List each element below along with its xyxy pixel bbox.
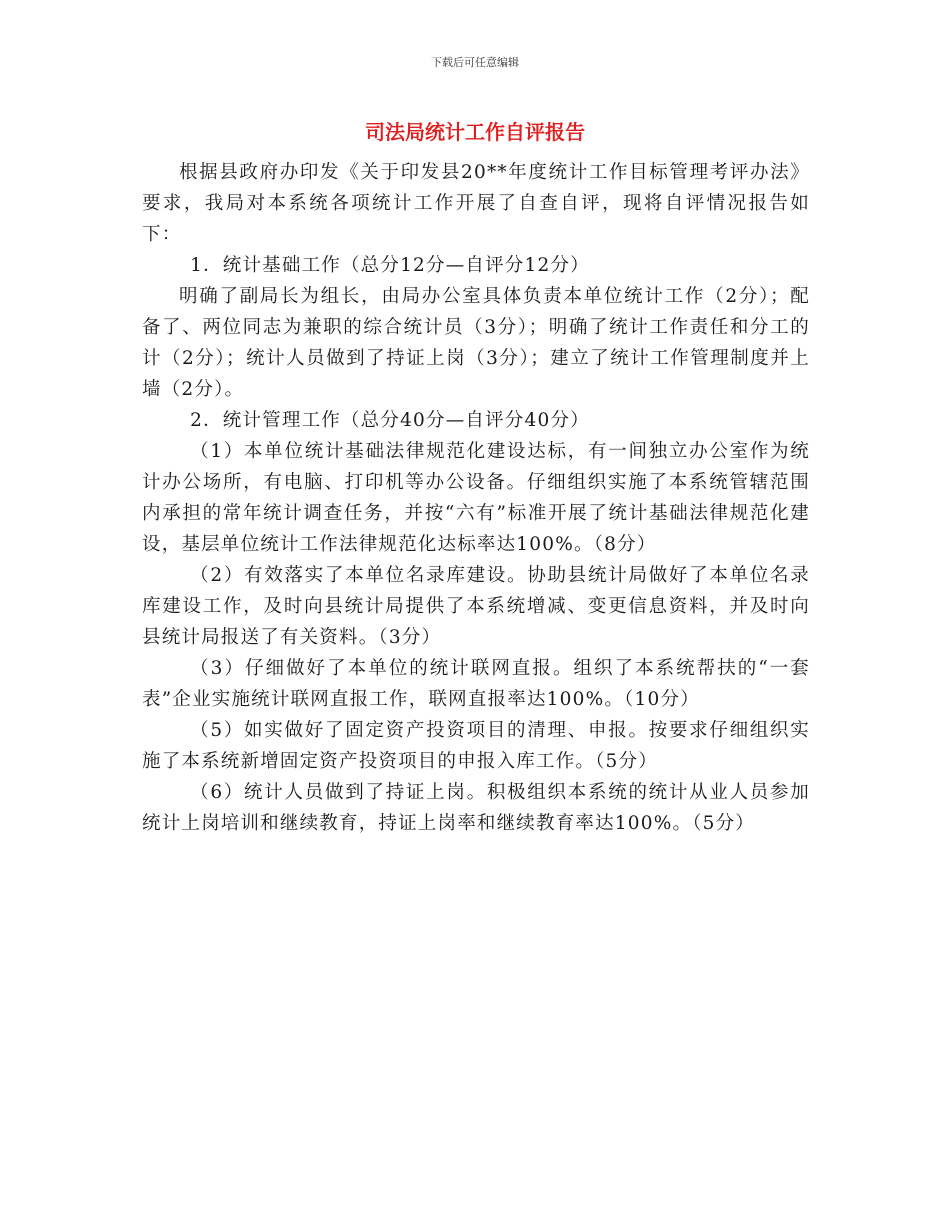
management-item-6: （6）统计人员做到了持证上岗。积极组织本系统的统计从业人员参加统计上岗培训和继续教育，持证上岗率和继续教育率达100%。（5分） [142,782,810,834]
intro-paragraph: 根据县政府办印发《关于印发县20**年度统计工作目标管理考评办法》要求，我局对本系统各项统计工作开展了自查自评，现将自评情况报告如下： [142,162,810,245]
page-header-note: 下载后可任意编辑 [431,56,519,69]
section-heading-management-work: 2．统计管理工作（总分40分—自评分40分） [190,410,590,431]
document-title: 司法局统计工作自评报告 [365,120,585,144]
management-item-5: （5）如实做好了固定资产投资项目的清理、申报。按要求仔细组织实施了本系统新增固定资产投资项目的申报入库工作。（5分） [142,720,810,772]
section-heading-basic-work: 1．统计基础工作（总分12分—自评分12分） [190,255,590,276]
management-item-3: （3）仔细做好了本单位的统计联网直报。组织了本系统帮扶的“一套表”企业实施统计联网直报工作，联网直报率达100%。（10分） [142,658,810,710]
management-item-1: （1）本单位统计基础法律规范化建设达标，有一间独立办公室作为统计办公场所，有电脑、打印机等办公设备。仔细组织实施了本系统管辖范围内承担的常年统计调查任务，并按“六有”标准开展了统计基础法律规范化建设，基层单位统计工作法律规范化达标率达100%。（8分） [142,441,810,555]
document-body [142,157,810,839]
basic-work-paragraph: 明确了副局长为组长，由局办公室具体负责本单位统计工作（2分）；配备了、两位同志为兼职的综合统计员（3分）；明确了统计工作责任和分工的计（2分）；统计人员做到了持证上岗（3分）；建立了统计工作管理制度并上墙（2分）。 [142,286,810,400]
management-item-2: （2）有效落实了本单位名录库建设。协助县统计局做好了本单位名录库建设工作，及时向县统计局提供了本系统增减、变更信息资料，并及时向县统计局报送了有关资料。（3分） [142,565,810,648]
